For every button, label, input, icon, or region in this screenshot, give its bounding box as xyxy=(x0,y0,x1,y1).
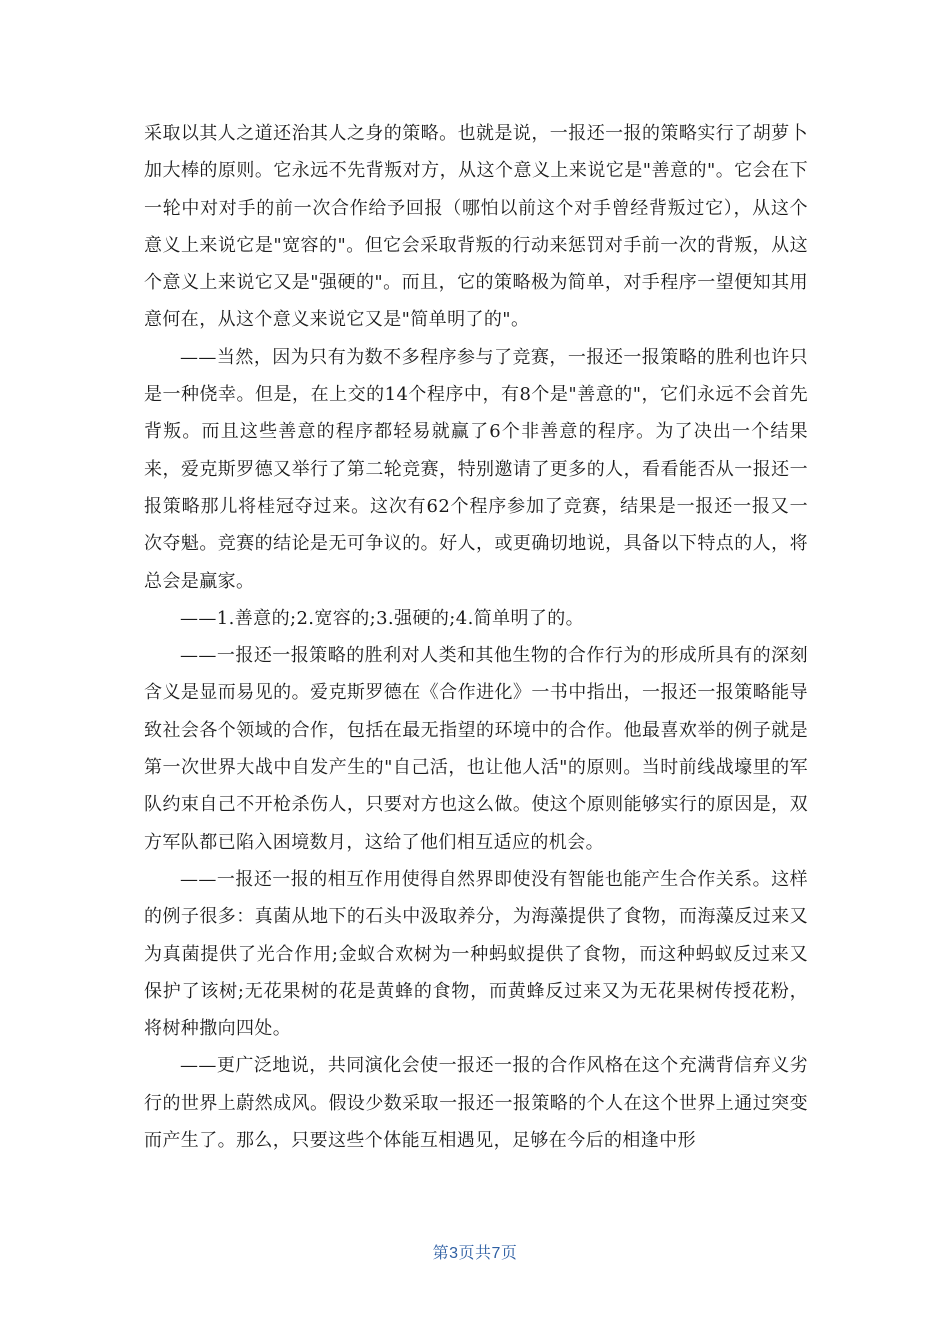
page-number-footer: 第3页共7页 xyxy=(432,1245,518,1262)
paragraph: ——一报还一报的相互作用使得自然界即使没有智能也能产生合作关系。这样的例子很多：真菌从地下的石头中汲取养分，为海藻提供了食物，而海藻反过来又为真菌提供了光合作用;金蚁合欢树为一种蚂蚁提供了食物，而这种蚂蚁反过来又保护了该树;无花果树的花是黄蜂的食物，而黄蜂反过来又为无花果树传授花粉，将树种撒向四处。 xyxy=(144,868,808,1040)
paragraph: ——当然，因为只有为数不多程序参与了竞赛，一报还一报策略的胜利也许只是一种侥幸。但是，在上交的14个程序中，有8个是"善意的"，它们永远不会首先背叛。而且这些善意的程序都轻易就赢了6个非善意的程序。为了决出一个结果来，爱克斯罗德又举行了第二轮竞赛，特别邀请了更多的人，看看能否从一报还一报策略那儿将桂冠夺过来。这次有62个程序参加了竞赛，结果是一报还一报又一次夺魁。竞赛的结论是无可争议的。好人，或更确切地说，具备以下特点的人，将总会是赢家。 xyxy=(144,346,808,592)
document-body xyxy=(144,115,808,1159)
paragraph: 采取以其人之道还治其人之身的策略。也就是说，一报还一报的策略实行了胡萝卜加大棒的原则。它永远不先背叛对方，从这个意义上来说它是"善意的"。它会在下一轮中对对手的前一次合作给予回报（哪怕以前这个对手曾经背叛过它），从这个意义上来说它是"宽容的"。但它会采取背叛的行动来惩罚对手前一次的背叛，从这个意义上来说它又是"强硬的"。而且，它的策略极为简单，对手程序一望便知其用意何在，从这个意义来说它又是"简单明了的"。 xyxy=(144,123,808,331)
paragraph: ——更广泛地说，共同演化会使一报还一报的合作风格在这个充满背信弃义劣行的世界上蔚然成风。假设少数采取一报还一报策略的个人在这个世界上通过突变而产生了。那么，只要这些个体能互相遇见，足够在今后的相逢中形 xyxy=(144,1055,808,1152)
paragraph: ——一报还一报策略的胜利对人类和其他生物的合作行为的形成所具有的深刻含义是显而易见的。爱克斯罗德在《合作进化》一书中指出，一报还一报策略能导致社会各个领域的合作，包括在最无指望的环境中的合作。他最喜欢举的例子就是第一次世界大战中自发产生的"自己活，也让他人活"的原则。当时前线战壕里的军队约束自己不开枪杀伤人，只要对方也这么做。使这个原则能够实行的原因是，双方军队都已陷入困境数月，这给了他们相互适应的机会。 xyxy=(144,645,808,853)
paragraph: ——1.善意的;2.宽容的;3.强硬的;4.简单明了的。 xyxy=(180,607,585,629)
